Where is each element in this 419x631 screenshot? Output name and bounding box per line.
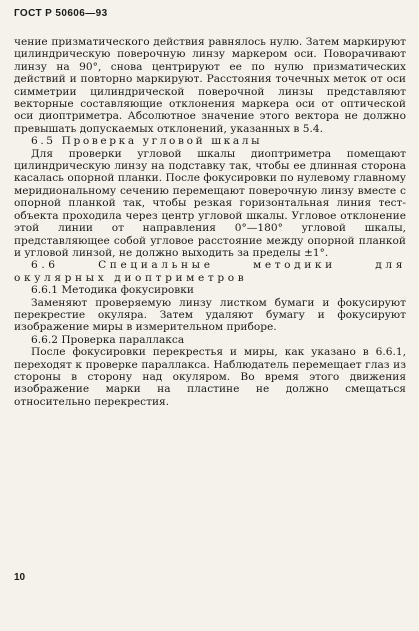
paragraph-axis-marking: чение призматического действия равнялось нулю. Затем маркируют цилиндрическую поверочную линзу маркером оси. Поворачивают линзу на 90°, снова центрируют ее по нулю призматических действий и повторно маркируют. Расстояния точечных меток от оси симметрии цилиндрической поверочной линзы представляют векторные составляющие отклонения маркера оси от оптической оси диоптриметра. Абсолютное значение этого вектора не должно превышать допускаемых отклонений, указанных в 5.4. — [14, 36, 406, 135]
paragraph-focusing-method: Заменяют проверяемую линзу листком бумаги и фокусируют перекрестие окуляра. Затем удаляют бумагу и фокусируют изображение миры в измерительном приборе. — [14, 296, 406, 334]
section-heading-6-5: 6.5 Проверка угловой шкалы — [31, 135, 263, 148]
page-number: 10 — [14, 572, 26, 583]
section-heading-6-6: 6.6 Специальные методики для окулярных диоптриметров — [14, 259, 406, 284]
paragraph-parallax-check: После фокусировки перекрестья и миры, как указано в 6.6.1, переходят к проверке параллакса. Наблюдатель перемещает глаз из стороны в сторону над окуляром. Во время этого движения изображение марки на пластине не должно смещаться относительно перекрестия. — [14, 346, 406, 408]
document-body — [14, 36, 406, 408]
paragraph-angular-scale-check: Для проверки угловой шкалы диоптриметра помещают цилиндрическую линзу на подставку так, чтобы ее длинная сторона касалась опорной планки. После фокусировки по нулевому главному меридиональному сечению перемещают поверочную линзу вместе с опорной планкой так, чтобы резкая горизонтальная линия тест-объекта проходила через центр угловой шкалы. Угловое отклонение этой линии от направления 0°—180° угловой шкалы, представляющее собой угловое расстояние между опорной планкой и угловой линзой, не должно выходить за пределы ±1°. — [14, 147, 406, 259]
subsection-heading-6-6-2: 6.6.2 Проверка параллакса — [31, 333, 185, 346]
document-header: ГОСТ Р 50606—93 — [14, 8, 108, 19]
subsection-heading-6-6-1: 6.6.1 Методика фокусировки — [31, 284, 194, 297]
